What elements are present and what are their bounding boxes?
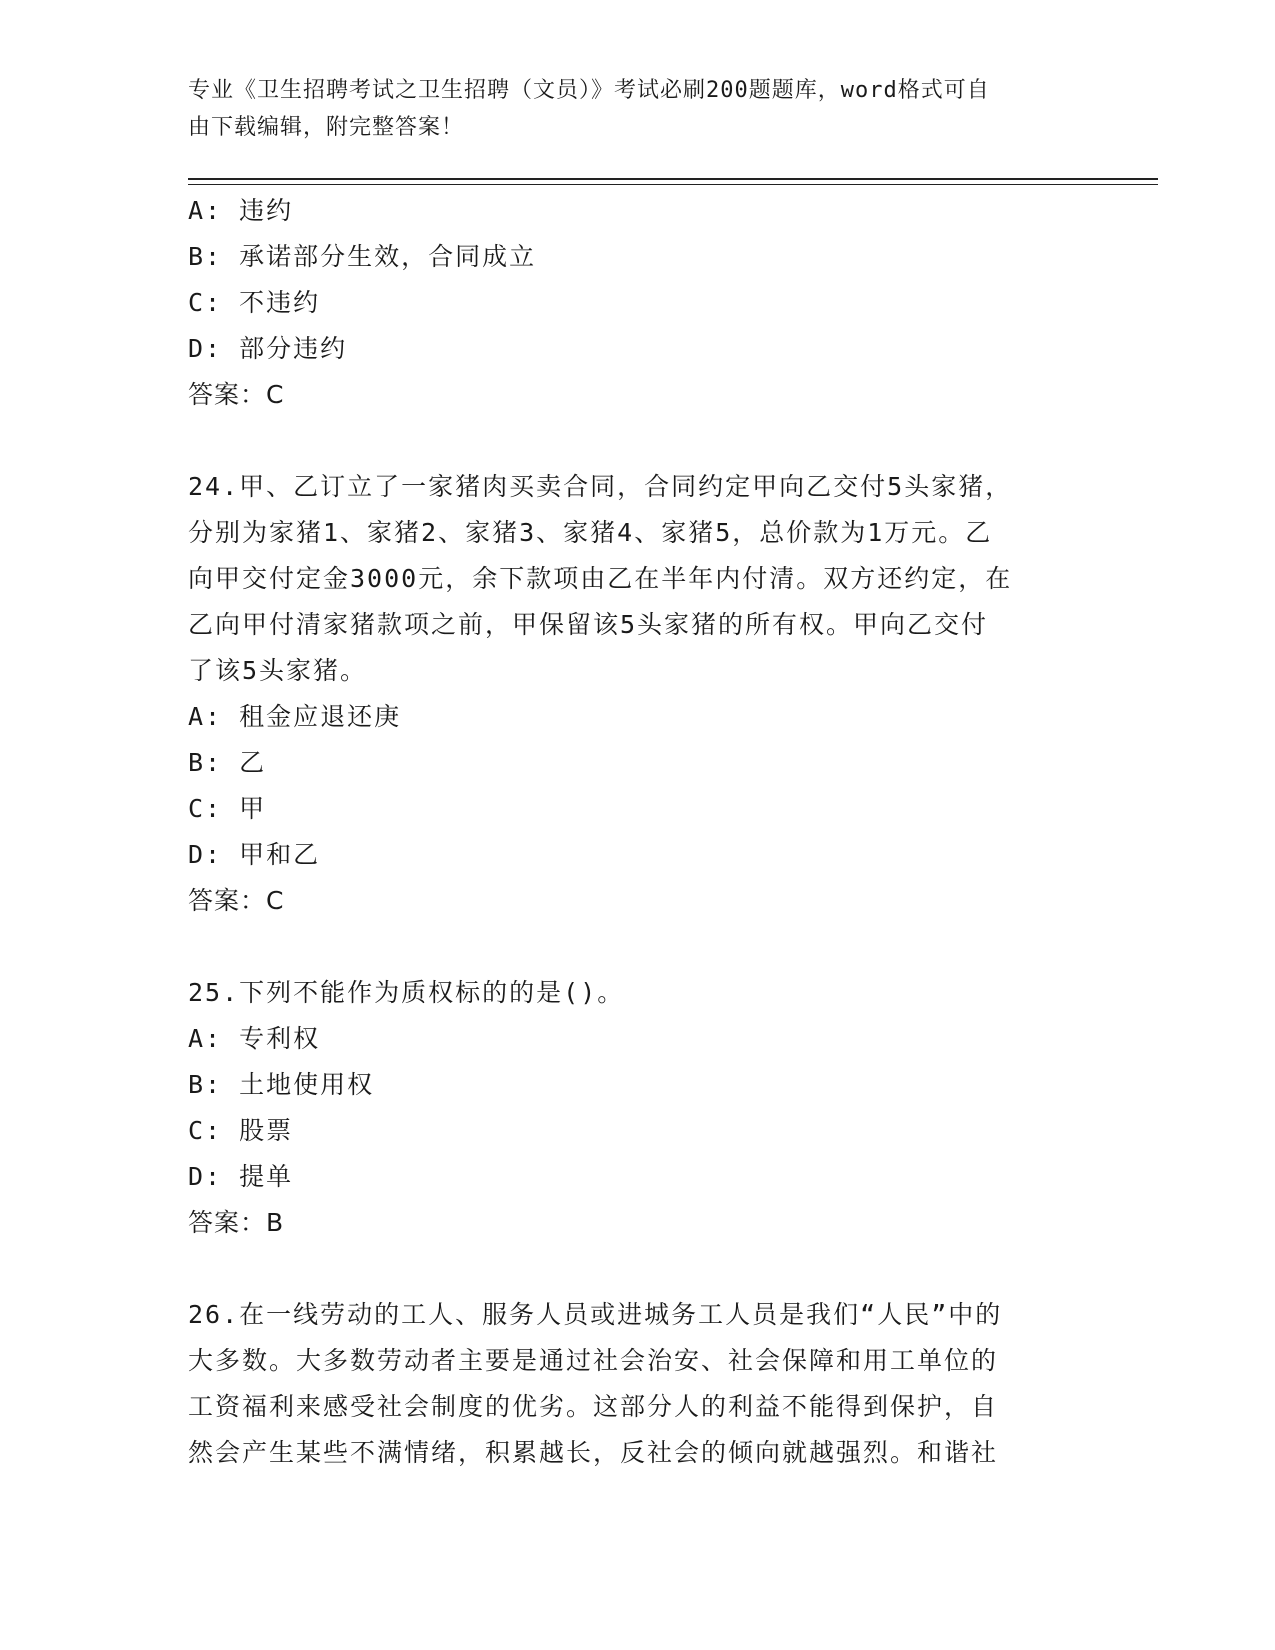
option-c: C: 不违约 bbox=[188, 288, 321, 317]
stem-line: 大多数。大多数劳动者主要是通过社会治安、社会保障和用工单位的 bbox=[188, 1346, 999, 1375]
spacer bbox=[188, 1246, 1088, 1292]
option-c: C: 股票 bbox=[188, 1116, 294, 1145]
question-block-25 bbox=[188, 970, 1088, 1246]
option-b: B: 乙 bbox=[188, 748, 267, 777]
question-block-24 bbox=[188, 464, 1088, 924]
stem-line: 工资福利来感受社会制度的优劣。这部分人的利益不能得到保护，自 bbox=[188, 1392, 999, 1421]
answer-line: 答案：B bbox=[188, 1208, 285, 1237]
option-d: D: 甲和乙 bbox=[188, 840, 321, 869]
document-body bbox=[188, 188, 1088, 1476]
answer-line: 答案：C bbox=[188, 380, 285, 409]
spacer bbox=[188, 418, 1088, 464]
header-line: 由下载编辑，附完整答案！ bbox=[188, 115, 465, 140]
document-header bbox=[188, 72, 1088, 146]
header-divider-thin bbox=[188, 184, 1158, 185]
question-stem bbox=[188, 464, 1088, 694]
question-block-continued bbox=[188, 188, 1088, 418]
option-c: C: 甲 bbox=[188, 794, 267, 823]
option-a: A: 租金应退还庚 bbox=[188, 702, 402, 731]
question-stem bbox=[188, 1292, 1088, 1476]
question-stem bbox=[188, 970, 1088, 1016]
header-divider bbox=[188, 178, 1158, 180]
stem-line: 了该5头家猪。 bbox=[188, 656, 368, 685]
spacer bbox=[188, 924, 1088, 970]
option-a: A: 专利权 bbox=[188, 1024, 321, 1053]
answer-line: 答案：C bbox=[188, 886, 285, 915]
option-d: D: 部分违约 bbox=[188, 334, 348, 363]
question-block-26 bbox=[188, 1292, 1088, 1476]
stem-line: 26.在一线劳动的工人、服务人员或进城务工人员是我们“人民”中的 bbox=[188, 1300, 1003, 1329]
header-line: 专业《卫生招聘考试之卫生招聘（文员）》考试必刷200题题库，word格式可自 bbox=[188, 78, 990, 103]
stem-line: 乙向甲付清家猪款项之前，甲保留该5头家猪的所有权。甲向乙交付 bbox=[188, 610, 989, 639]
stem-line: 24.甲、乙订立了一家猪肉买卖合同，合同约定甲向乙交付5头家猪， bbox=[188, 472, 1013, 501]
option-b: B: 承诺部分生效，合同成立 bbox=[188, 242, 537, 271]
option-b: B: 土地使用权 bbox=[188, 1070, 375, 1099]
stem-line: 向甲交付定金3000元，余下款项由乙在半年内付清。双方还约定，在 bbox=[188, 564, 1013, 593]
option-a: A: 违约 bbox=[188, 196, 294, 225]
option-d: D: 提单 bbox=[188, 1162, 294, 1191]
stem-line: 25.下列不能作为质权标的的是()。 bbox=[188, 978, 625, 1007]
stem-line: 分别为家猪1、家猪2、家猪3、家猪4、家猪5，总价款为1万元。乙 bbox=[188, 518, 993, 547]
stem-line: 然会产生某些不满情绪，积累越长，反社会的倾向就越强烈。和谐社 bbox=[188, 1438, 999, 1467]
